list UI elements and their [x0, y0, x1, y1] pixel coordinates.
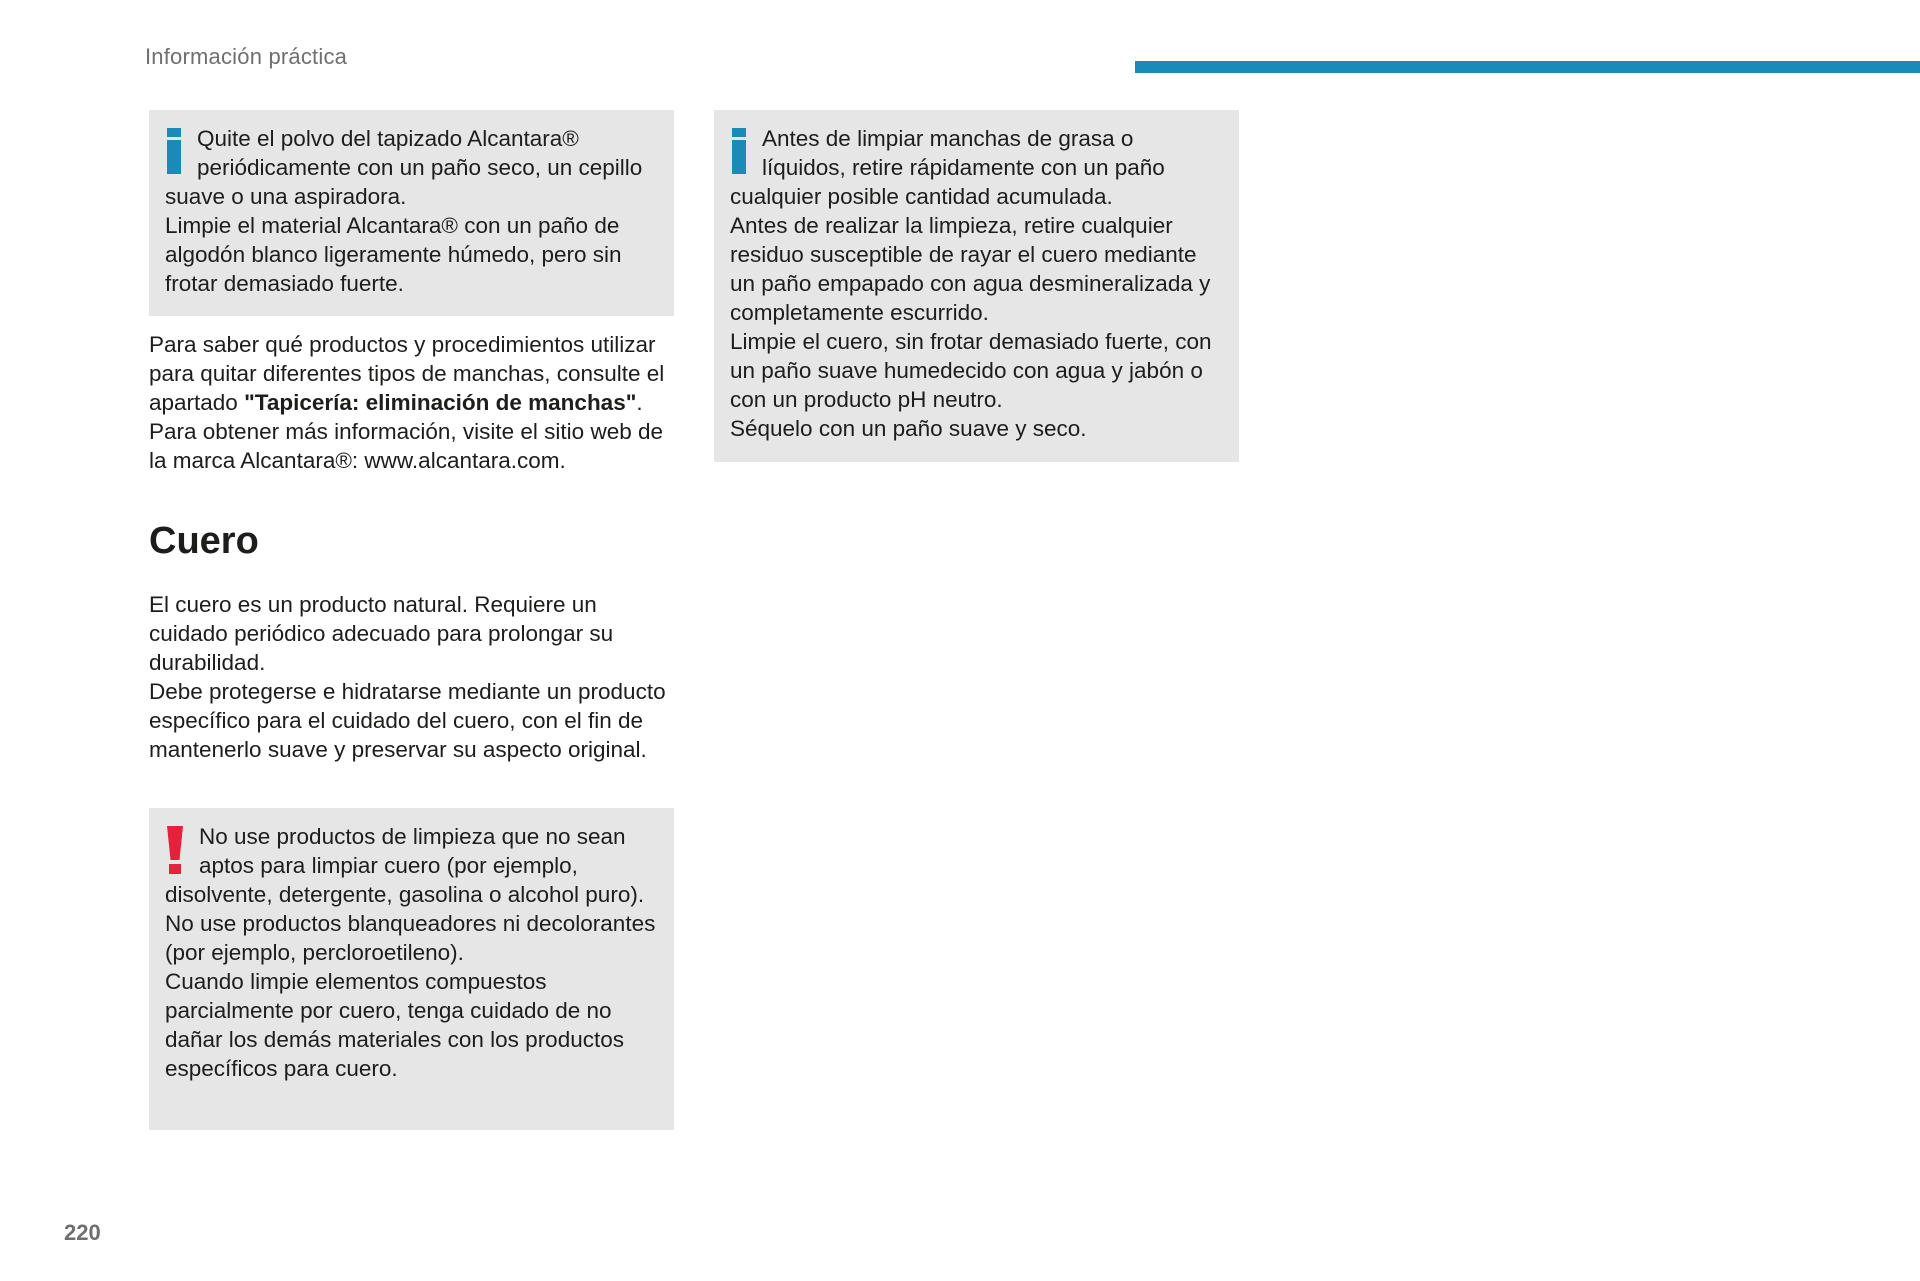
info-box-alcantara-line-1: Quite el polvo del tapizado Alcantara® periódicamente con un paño seco, un cepillo suave o una aspiradora. — [165, 126, 643, 209]
leather-paragraph-1: El cuero es un producto natural. Requiere un cuidado periódico adecuado para prolongar su durabilidad. — [149, 592, 614, 675]
warning-line-3: Cuando limpie elementos compuestos parcialmente por cuero, tenga cuidado de no dañar los demás materiales con los productos específicos para cuero. — [165, 969, 624, 1081]
info-box-alcantara — [149, 110, 674, 316]
info-box-leather-line-1: Antes de limpiar manchas de grasa o líquidos, retire rápidamente con un paño cualquier posible cantidad acumulada. — [730, 126, 1165, 209]
warning-line-2: No use productos blanqueadores ni decolorantes (por ejemplo, percloroetileno). — [165, 911, 656, 965]
info-box-alcantara-line-2: Limpie el material Alcantara® con un paño de algodón blanco ligeramente húmedo, pero sin frotar demasiado fuerte. — [165, 213, 622, 296]
info-box-leather-line-3: Limpie el cuero, sin frotar demasiado fuerte, con un paño suave humedecido con agua y jabón o con un producto pH neutro. — [730, 329, 1212, 412]
info-box-leather-line-4: Séquelo con un paño suave y seco. — [730, 416, 1087, 441]
info-icon — [165, 128, 189, 176]
leather-paragraph-2: Debe protegerse e hidratarse mediante un producto específico para el cuidado del cuero, con el fin de mantenerlo suave y preservar su aspecto original. — [149, 679, 666, 762]
info-box-leather — [714, 110, 1239, 462]
alcantara-website-paragraph: Para obtener más información, visite el sitio web de la marca Alcantara®: www.alcantara.com. — [149, 419, 663, 473]
info-icon — [730, 128, 754, 176]
warning-box-leather — [149, 808, 674, 1130]
info-box-leather-line-2: Antes de realizar la limpieza, retire cualquier residuo susceptible de rayar el cuero mediante un paño empapado con agua desmineralizada y completamente escurrido. — [730, 213, 1211, 325]
leather-text — [149, 590, 669, 764]
page-number: 220 — [64, 1220, 101, 1245]
stain-removal-link-text: "Tapicería: eliminación de manchas" — [244, 390, 637, 415]
leather-heading: Cuero — [149, 520, 259, 562]
stain-removal-paragraph: Para saber qué productos y procedimientos utilizar para quitar diferentes tipos de manchas, consulte el apartado "Tapicería: eliminación de manchas". — [149, 332, 665, 415]
header-accent-bar — [1135, 61, 1920, 73]
section-title: Información práctica — [145, 44, 348, 69]
warning-line-1: No use productos de limpieza que no sean aptos para limpiar cuero (por ejemplo, disolvente, detergente, gasolina o alcohol puro). — [165, 824, 645, 907]
stain-removal-text — [149, 330, 679, 475]
warning-icon — [165, 826, 191, 878]
